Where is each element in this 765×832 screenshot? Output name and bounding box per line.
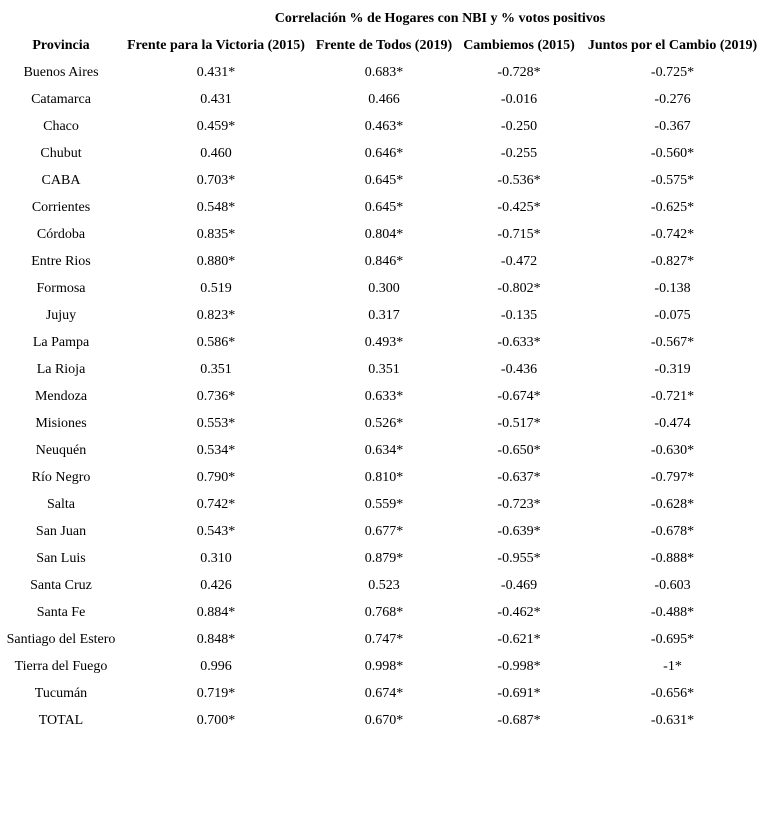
cell-provincia: San Juan — [35, 523, 87, 539]
cell-provincia: TOTAL — [38, 712, 84, 728]
cell-cambiemos-2015: -0.517* — [497, 415, 541, 431]
cell-fdt-2019: 0.559* — [364, 496, 404, 512]
header-cambiemos-2015: Cambiemos (2015) — [463, 38, 575, 53]
table-row — [0, 707, 765, 734]
cell-provincia: CABA — [41, 172, 81, 188]
table-row — [0, 545, 765, 572]
cell-cambiemos-2015: -0.016 — [500, 91, 538, 107]
cell-provincia: Río Negro — [31, 469, 91, 485]
cell-fdt-2019: 0.351 — [368, 361, 400, 377]
cell-cambiemos-2015: -0.639* — [497, 523, 541, 539]
cell-fdt-2019: 0.674* — [364, 685, 404, 701]
cell-fpv-2015: 0.519 — [200, 280, 232, 296]
cell-provincia: San Luis — [36, 550, 86, 566]
cell-fpv-2015: 0.351 — [200, 361, 232, 377]
cell-fpv-2015: 0.548* — [196, 199, 236, 215]
cell-provincia: Mendoza — [34, 388, 88, 404]
cell-provincia: Santa Fe — [36, 604, 86, 620]
cell-fdt-2019: 0.768* — [364, 604, 404, 620]
cell-jxc-2019: -0.319 — [654, 361, 691, 377]
cell-fpv-2015: 0.790* — [196, 469, 236, 485]
cell-jxc-2019: -0.888* — [650, 550, 695, 566]
table-body — [0, 56, 765, 734]
cell-jxc-2019: -0.656* — [650, 685, 695, 701]
cell-fdt-2019: 0.846* — [364, 253, 404, 269]
cell-jxc-2019: -0.631* — [650, 712, 695, 728]
cell-fpv-2015: 0.426 — [200, 577, 232, 593]
cell-cambiemos-2015: -0.135 — [500, 307, 538, 323]
cell-provincia: La Rioja — [36, 361, 86, 377]
header-jxc-2019: Juntos por el Cambio (2019) — [587, 38, 758, 53]
cell-fdt-2019: 0.317 — [368, 307, 400, 323]
cell-provincia: Santa Cruz — [30, 577, 92, 593]
cell-provincia: Catamarca — [31, 91, 91, 107]
cell-fpv-2015: 0.534* — [196, 442, 236, 458]
table-row — [0, 599, 765, 626]
cell-provincia: Santiago del Estero — [6, 631, 116, 647]
cell-jxc-2019: -0.797* — [650, 469, 695, 485]
cell-fdt-2019: 0.493* — [364, 334, 404, 350]
cell-fdt-2019: 0.634* — [364, 442, 404, 458]
table-row — [0, 167, 765, 194]
table-row — [0, 140, 765, 167]
table-row — [0, 410, 765, 437]
cell-cambiemos-2015: -0.425* — [497, 199, 541, 215]
cell-jxc-2019: -0.628* — [650, 496, 695, 512]
cell-fpv-2015: 0.459* — [196, 118, 236, 134]
cell-fdt-2019: 0.645* — [364, 199, 404, 215]
table-row — [0, 491, 765, 518]
cell-fdt-2019: 0.879* — [364, 550, 404, 566]
cell-jxc-2019: -0.827* — [650, 253, 695, 269]
cell-cambiemos-2015: -0.633* — [497, 334, 541, 350]
cell-fpv-2015: 0.700* — [196, 712, 236, 728]
table-row — [0, 275, 765, 302]
cell-fdt-2019: 0.463* — [364, 118, 404, 134]
cell-fpv-2015: 0.431 — [200, 91, 232, 107]
cell-cambiemos-2015: -0.469 — [500, 577, 538, 593]
cell-fpv-2015: 0.835* — [196, 226, 236, 242]
table-row — [0, 329, 765, 356]
cell-fpv-2015: 0.880* — [196, 253, 236, 269]
cell-cambiemos-2015: -0.691* — [497, 685, 541, 701]
cell-jxc-2019: -0.488* — [650, 604, 695, 620]
table-row — [0, 383, 765, 410]
cell-jxc-2019: -0.138 — [654, 280, 691, 296]
cell-cambiemos-2015: -0.472 — [500, 253, 538, 269]
cell-fdt-2019: 0.300 — [368, 280, 400, 296]
cell-jxc-2019: -0.575* — [650, 172, 695, 188]
cell-jxc-2019: -0.075 — [654, 307, 691, 323]
table-row — [0, 113, 765, 140]
cell-jxc-2019: -0.695* — [650, 631, 695, 647]
cell-cambiemos-2015: -0.650* — [497, 442, 541, 458]
cell-cambiemos-2015: -0.687* — [497, 712, 541, 728]
cell-cambiemos-2015: -0.955* — [497, 550, 541, 566]
table-row — [0, 194, 765, 221]
cell-provincia: Salta — [47, 496, 75, 512]
table-row — [0, 356, 765, 383]
cell-cambiemos-2015: -0.802* — [497, 280, 541, 296]
cell-fpv-2015: 0.310 — [200, 550, 232, 566]
cell-jxc-2019: -0.367 — [654, 118, 691, 134]
cell-cambiemos-2015: -0.621* — [497, 631, 541, 647]
cell-provincia: Córdoba — [36, 226, 86, 242]
cell-provincia: Corrientes — [31, 199, 91, 215]
table-row — [0, 248, 765, 275]
cell-fpv-2015: 0.823* — [196, 307, 236, 323]
table-row — [0, 464, 765, 491]
cell-provincia: La Pampa — [32, 334, 90, 350]
cell-cambiemos-2015: -0.255 — [500, 145, 538, 161]
table-row — [0, 653, 765, 680]
cell-fdt-2019: 0.466 — [368, 91, 400, 107]
cell-jxc-2019: -0.603 — [654, 577, 691, 593]
cell-cambiemos-2015: -0.462* — [497, 604, 541, 620]
cell-jxc-2019: -0.725* — [650, 64, 695, 80]
cell-fpv-2015: 0.848* — [196, 631, 236, 647]
cell-fdt-2019: 0.645* — [364, 172, 404, 188]
header-fdt-2019: Frente de Todos (2019) — [315, 38, 453, 53]
cell-fpv-2015: 0.996 — [200, 658, 232, 674]
table-row — [0, 221, 765, 248]
cell-fpv-2015: 0.460 — [200, 145, 232, 161]
cell-jxc-2019: -0.567* — [650, 334, 695, 350]
cell-fdt-2019: 0.810* — [364, 469, 404, 485]
cell-cambiemos-2015: -0.536* — [497, 172, 541, 188]
cell-jxc-2019: -0.474 — [654, 415, 691, 431]
cell-fdt-2019: 0.998* — [364, 658, 404, 674]
cell-jxc-2019: -0.276 — [654, 91, 691, 107]
cell-jxc-2019: -0.721* — [650, 388, 695, 404]
cell-provincia: Tucumán — [34, 685, 88, 701]
cell-fpv-2015: 0.553* — [196, 415, 236, 431]
cell-fdt-2019: 0.646* — [364, 145, 404, 161]
cell-fpv-2015: 0.543* — [196, 523, 236, 539]
cell-fdt-2019: 0.523 — [368, 577, 400, 593]
cell-fdt-2019: 0.747* — [364, 631, 404, 647]
cell-fpv-2015: 0.719* — [196, 685, 236, 701]
table-row — [0, 680, 765, 707]
table-row — [0, 572, 765, 599]
cell-provincia: Tierra del Fuego — [14, 658, 108, 674]
cell-jxc-2019: -0.742* — [650, 226, 695, 242]
cell-provincia: Neuquén — [35, 442, 87, 458]
cell-cambiemos-2015: -0.250 — [500, 118, 538, 134]
cell-provincia: Entre Rios — [31, 253, 91, 269]
cell-fpv-2015: 0.884* — [196, 604, 236, 620]
header-fpv-2015: Frente para la Victoria (2015) — [127, 38, 305, 53]
cell-jxc-2019: -0.560* — [650, 145, 695, 161]
correlation-table — [0, 36, 765, 734]
table-row — [0, 59, 765, 86]
cell-provincia: Misiones — [35, 415, 87, 431]
cell-cambiemos-2015: -0.723* — [497, 496, 541, 512]
cell-jxc-2019: -0.630* — [650, 442, 695, 458]
cell-fpv-2015: 0.431* — [196, 64, 236, 80]
cell-fdt-2019: 0.683* — [364, 64, 404, 80]
cell-fpv-2015: 0.736* — [196, 388, 236, 404]
cell-provincia: Chubut — [40, 145, 82, 161]
cell-provincia: Buenos Aires — [23, 64, 99, 80]
cell-fdt-2019: 0.804* — [364, 226, 404, 242]
cell-cambiemos-2015: -0.436 — [500, 361, 538, 377]
cell-cambiemos-2015: -0.715* — [497, 226, 541, 242]
cell-jxc-2019: -0.678* — [650, 523, 695, 539]
header-provincia: Provincia — [32, 38, 90, 53]
cell-fpv-2015: 0.703* — [196, 172, 236, 188]
cell-fdt-2019: 0.633* — [364, 388, 404, 404]
table-row — [0, 518, 765, 545]
cell-fpv-2015: 0.586* — [196, 334, 236, 350]
cell-cambiemos-2015: -0.637* — [497, 469, 541, 485]
cell-fdt-2019: 0.670* — [364, 712, 404, 728]
cell-provincia: Jujuy — [45, 307, 77, 323]
table-row — [0, 86, 765, 113]
cell-provincia: Chaco — [43, 118, 79, 134]
cell-fpv-2015: 0.742* — [196, 496, 236, 512]
table-row — [0, 302, 765, 329]
table-title: Correlación % de Hogares con NBI y % votos positivos — [274, 11, 606, 26]
table-row — [0, 437, 765, 464]
cell-jxc-2019: -1* — [663, 658, 682, 674]
table-row — [0, 626, 765, 653]
cell-fdt-2019: 0.677* — [364, 523, 404, 539]
cell-provincia: Formosa — [36, 280, 86, 296]
header-row — [0, 36, 765, 56]
cell-cambiemos-2015: -0.998* — [497, 658, 541, 674]
cell-cambiemos-2015: -0.674* — [497, 388, 541, 404]
cell-fdt-2019: 0.526* — [364, 415, 404, 431]
cell-cambiemos-2015: -0.728* — [497, 64, 541, 80]
cell-jxc-2019: -0.625* — [650, 199, 695, 215]
